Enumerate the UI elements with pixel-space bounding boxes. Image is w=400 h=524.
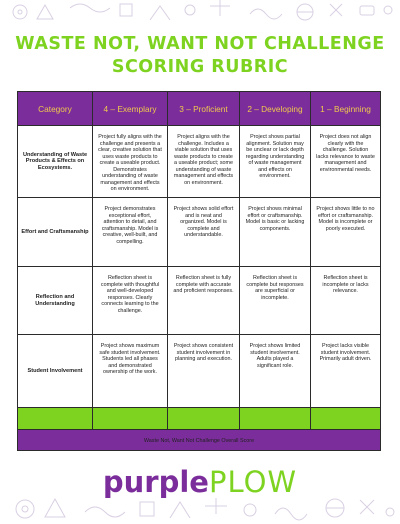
criteria-cell: Project does not align clearly with the challenge. Solution lacks relevance to waste management and environmental needs.	[311, 126, 381, 198]
criteria-cell: Project shows minimal effort or craftsmanship. Model is basic or lacking components.	[240, 198, 311, 267]
score-cell	[18, 408, 93, 430]
table-row	[18, 335, 381, 408]
overall-score-label: Waste Not, Want Not Challenge Overall Score	[18, 430, 381, 451]
header-beginning: 1 – Beginning	[311, 92, 381, 126]
overall-score-row	[18, 430, 381, 451]
logo-plow-text: PLOW	[208, 465, 298, 499]
header-proficient: 3 – Proficient	[168, 92, 240, 126]
table-row	[18, 126, 381, 198]
category-cell: Student Involvement	[18, 335, 93, 408]
criteria-cell: Project demonstrates exceptional effort, attention to detail, and craftsmanship. Model is creative, well-built, and compelling.	[93, 198, 168, 267]
category-cell: Reflection and Understanding	[18, 267, 93, 335]
criteria-cell: Project shows maximum safe student involvement. Students led all phases and demonstrated ownership of the work.	[93, 335, 168, 408]
criteria-cell: Reflection sheet is fully complete with accurate and proficient responses.	[168, 267, 240, 335]
logo-purple-text: purple	[102, 465, 209, 499]
score-cell	[93, 408, 168, 430]
criteria-cell: Reflection sheet is complete with thoughtful and well-developed responses. Clearly connects learning to the challenge.	[93, 267, 168, 335]
purple-plow-logo	[0, 465, 400, 499]
criteria-cell: Project shows little to no effort or craftsmanship. Model is incomplete or poorly executed.	[311, 198, 381, 267]
criteria-cell: Project shows limited student involvement. Adults played a significant role.	[240, 335, 311, 408]
title-line-1: WASTE NOT, WANT NOT CHALLENGE	[15, 34, 385, 54]
criteria-cell: Project shows solid effort and is neat and organized. Model is complete and understandable.	[168, 198, 240, 267]
table-row	[18, 267, 381, 335]
category-cell: Effort and Craftsmanship	[18, 198, 93, 267]
score-cell	[311, 408, 381, 430]
table-row	[18, 198, 381, 267]
header-row	[18, 92, 381, 126]
header-developing: 2 – Developing	[240, 92, 311, 126]
criteria-cell: Project lacks visible student involvement. Primarily adult driven.	[311, 335, 381, 408]
score-entry-row	[18, 408, 381, 430]
criteria-cell: Project shows consistent student involvement in planning and execution.	[168, 335, 240, 408]
criteria-cell: Project shows partial alignment. Solution may be unclear or lack depth regarding understanding of waste management and effects on environment.	[240, 126, 311, 198]
criteria-cell: Reflection sheet is complete but responses are superficial or incomplete.	[240, 267, 311, 335]
header-category: Category	[18, 92, 93, 126]
title-line-2: SCORING RUBRIC	[111, 57, 289, 77]
scoring-rubric-table	[17, 91, 381, 451]
header-exemplary: 4 – Exemplary	[93, 92, 168, 126]
criteria-cell: Project fully aligns with the challenge and presents a clear, creative solution that uses waste products to create a useable product. Demonstrates understanding of waste management and effects on environment.	[93, 126, 168, 198]
category-cell: Understanding of Waste Products & Effects on Ecosystems.	[18, 126, 93, 198]
criteria-cell: Project aligns with the challenge. Includes a viable solution that uses waste products to create a useable product; some understanding of waste management and effects on environment.	[168, 126, 240, 198]
criteria-cell: Reflection sheet is incomplete or lacks relevance.	[311, 267, 381, 335]
score-cell	[240, 408, 311, 430]
score-cell	[168, 408, 240, 430]
